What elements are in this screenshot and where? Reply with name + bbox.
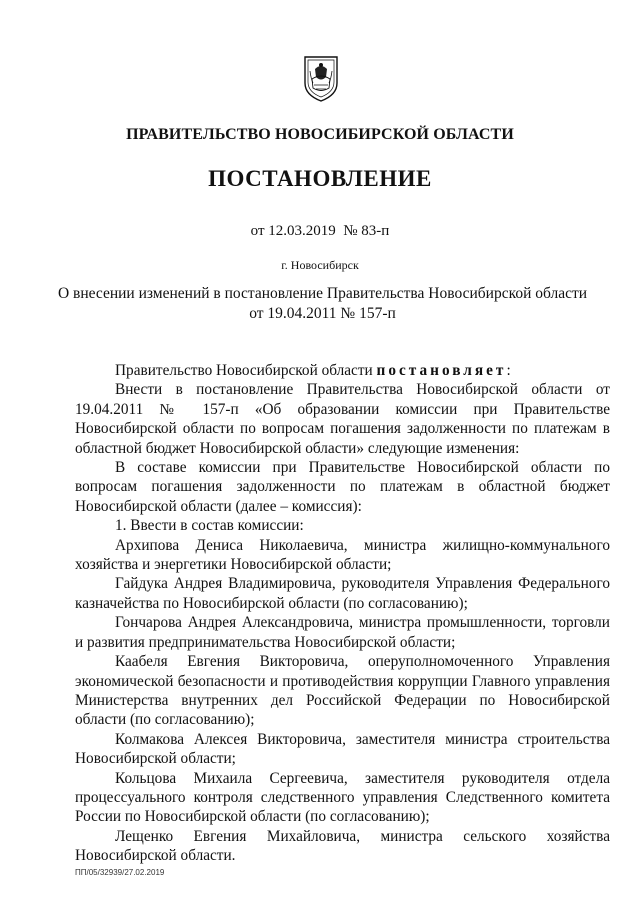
member-item: Колмакова Алексея Викторовича, заместителя министра строительства Новосибирской области; [75, 730, 610, 768]
document-body [75, 361, 610, 866]
organization-name: ПРАВИТЕЛЬСТВО НОВОСИБИРСКОЙ ОБЛАСТИ [126, 126, 514, 143]
document-date: 12.03.2019 [268, 223, 336, 239]
resolution-verb: постановляет [376, 362, 507, 379]
document-subject [40, 284, 605, 324]
paragraph: Внести в постановление Правительства Новосибирской области от 19.04.2011 № 157-п «Об образовании комиссии при Правительстве Новосибирской области по вопросам погашения задолженности по платежам в областной бюджет Новосибирской области» следующие изменения: [75, 381, 610, 457]
coat-of-arms-icon [302, 55, 340, 103]
member-item: Гончарова Андрея Александровича, министра промышленности, торговли и развития предпринимательства Новосибирской области; [75, 614, 610, 651]
subject-line-1: О внесении изменений в постановление Правительства Новосибирской области [57, 285, 588, 302]
date-number-line [0, 223, 640, 240]
member-item: Гайдука Андрея Владимировича, руководителя Управления Федерального казначейства по Новосибирской области (по согласованию); [75, 575, 610, 612]
paragraph: В составе комиссии при Правительстве Новосибирской области по вопросам погашения задолженности по платежам в областной бюджет Новосибирской области (далее – комиссия): [75, 459, 610, 515]
document-type: ПОСТАНОВЛЕНИЕ [208, 166, 432, 191]
intro-paragraph [75, 361, 610, 380]
member-item: Архипова Дениса Николаевича, министра жилищно-коммунального хозяйства и энергетики Новосибирской области; [75, 536, 610, 574]
city: г. Новосибирск [281, 258, 359, 272]
paragraph: 1. Ввести в состав комиссии: [115, 517, 304, 535]
member-item: Каабеля Евгения Викторовича, оперуполномоченного Управления экономической безопасности и противодействия коррупции Главного управления Министерства внутренних дел Российской Федерации по Новосибирской области (по согласованию); [75, 653, 610, 729]
intro-colon: : [506, 362, 511, 379]
member-item: Лещенко Евгения Михайловича, министра сельского хозяйства Новосибирской области. [75, 827, 610, 865]
document-number: № 83-п [343, 223, 390, 239]
member-item: Кольцова Михаила Сергеевича, заместителя руководителя отдела процессуального контроля следственного управления Следственного комитета России по Новосибирской области (по согласованию); [75, 769, 610, 826]
document-code: ПП/05/32939/27.02.2019 [75, 868, 165, 877]
date-prefix: от [250, 223, 265, 239]
intro-text: Правительство Новосибирской области [115, 362, 373, 379]
subject-line-2: от 19.04.2011 № 157-п [249, 305, 396, 322]
